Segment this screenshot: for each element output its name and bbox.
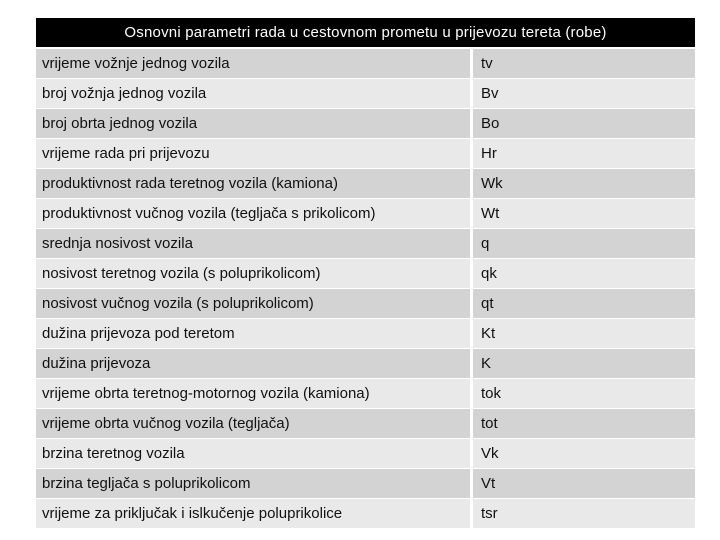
parameter-symbol: qk <box>473 259 695 288</box>
table-row <box>36 498 695 528</box>
parameter-label: produktivnost rada teretnog vozila (kamiona) <box>36 169 473 198</box>
parameter-label: vrijeme za priključak i islkučenje poluprikolice <box>36 499 473 528</box>
table-row <box>36 168 695 198</box>
parameter-label: produktivnost vučnog vozila (tegljača s prikolicom) <box>36 199 473 228</box>
table-row <box>36 228 695 258</box>
table-body <box>36 48 695 528</box>
parameter-symbol: tv <box>473 49 695 78</box>
parameter-label: broj vožnja jednog vozila <box>36 79 473 108</box>
parameter-symbol: Bv <box>473 79 695 108</box>
table-row <box>36 468 695 498</box>
parameter-label: vrijeme vožnje jednog vozila <box>36 49 473 78</box>
parameter-symbol: K <box>473 349 695 378</box>
table-row <box>36 438 695 468</box>
table-row <box>36 348 695 378</box>
parameter-symbol: Bo <box>473 109 695 138</box>
table-row <box>36 378 695 408</box>
table-title: Osnovni parametri rada u cestovnom prometu u prijevozu tereta (robe) <box>36 18 695 48</box>
parameter-label: brzina teretnog vozila <box>36 439 473 468</box>
table-row <box>36 288 695 318</box>
parameter-symbol: tok <box>473 379 695 408</box>
table-row <box>36 258 695 288</box>
parameter-label: vrijeme obrta teretnog-motornog vozila (kamiona) <box>36 379 473 408</box>
parameter-symbol: tsr <box>473 499 695 528</box>
parameter-label: vrijeme obrta vučnog vozila (tegljača) <box>36 409 473 438</box>
parameter-label: nosivost teretnog vozila (s poluprikolicom) <box>36 259 473 288</box>
parameter-symbol: Hr <box>473 139 695 168</box>
parameter-symbol: Vk <box>473 439 695 468</box>
table-row <box>36 408 695 438</box>
parameters-table <box>36 18 695 528</box>
parameter-symbol: Wt <box>473 199 695 228</box>
parameter-label: broj obrta jednog vozila <box>36 109 473 138</box>
table-row <box>36 318 695 348</box>
parameter-symbol: qt <box>473 289 695 318</box>
parameter-symbol: q <box>473 229 695 258</box>
table-row <box>36 78 695 108</box>
parameter-label: brzina tegljača s poluprikolicom <box>36 469 473 498</box>
parameter-symbol: Vt <box>473 469 695 498</box>
parameter-symbol: Kt <box>473 319 695 348</box>
table-row <box>36 198 695 228</box>
parameter-label: dužina prijevoza pod teretom <box>36 319 473 348</box>
parameter-symbol: tot <box>473 409 695 438</box>
table-row <box>36 108 695 138</box>
parameter-symbol: Wk <box>473 169 695 198</box>
parameter-label: nosivost vučnog vozila (s poluprikolicom) <box>36 289 473 318</box>
table-row <box>36 138 695 168</box>
parameter-label: vrijeme rada pri prijevozu <box>36 139 473 168</box>
parameter-label: srednja nosivost vozila <box>36 229 473 258</box>
parameter-label: dužina prijevoza <box>36 349 473 378</box>
table-row <box>36 48 695 78</box>
